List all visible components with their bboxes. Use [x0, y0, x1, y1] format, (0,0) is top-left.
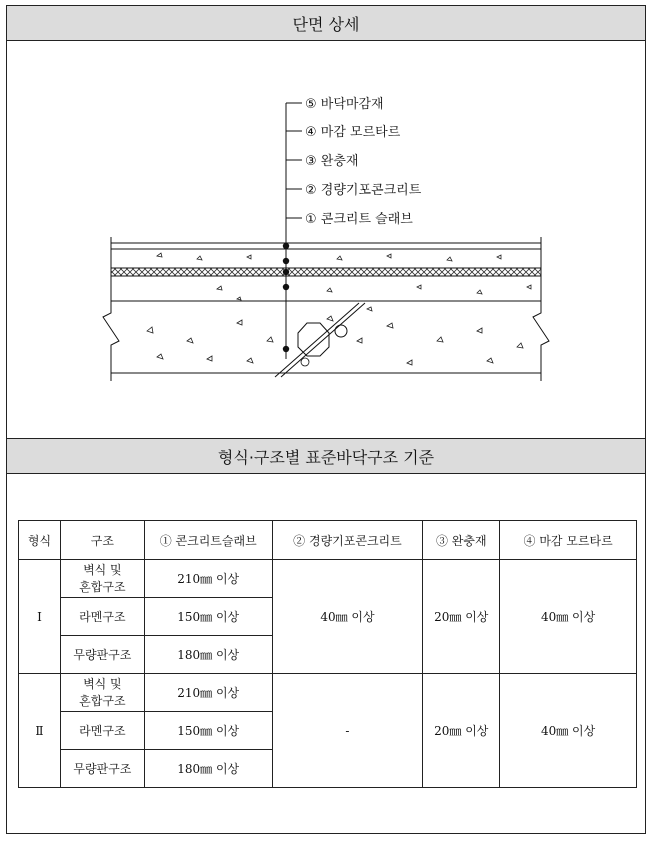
callout-cushion: ③ 완충재 — [305, 154, 359, 169]
standard-floor-table — [18, 520, 637, 788]
lightweight-cell: - — [272, 674, 423, 788]
structure-cell: 무량판구조 — [60, 750, 144, 788]
mortar-cell: 40㎜ 이상 — [500, 674, 637, 788]
section-header-standard-floor — [7, 438, 645, 474]
cushion-layer — [111, 268, 541, 276]
section-title: 형식·구조별 표준바닥구조 기준 — [217, 447, 435, 467]
slab-cell: 150㎜ 이상 — [144, 712, 272, 750]
table-row — [19, 674, 637, 712]
large-aggregate — [298, 323, 329, 356]
type-cell: Ⅱ — [19, 674, 61, 788]
structure-cell: 벽식 및 혼합구조 — [60, 560, 144, 598]
cushion-cell: 20㎜ 이상 — [423, 674, 500, 788]
column-header: ③ 완충재 — [423, 521, 500, 560]
column-header: 구조 — [60, 521, 144, 560]
callout-finish-mortar: ④ 마감 모르타르 — [305, 125, 401, 140]
pebble — [301, 358, 309, 366]
lightweight-cell: 40㎜ 이상 — [272, 560, 423, 674]
column-header: ① 콘크리트슬래브 — [144, 521, 272, 560]
slab-cell: 150㎜ 이상 — [144, 598, 272, 636]
slab-cell: 210㎜ 이상 — [144, 560, 272, 598]
slab-cell: 210㎜ 이상 — [144, 674, 272, 712]
callout-ticks — [286, 103, 302, 218]
structure-cell: 라멘구조 — [60, 598, 144, 636]
structure-cell: 라멘구조 — [60, 712, 144, 750]
section-header-cross-section — [7, 6, 645, 41]
small-aggregate — [335, 325, 347, 337]
type-cell: Ⅰ — [19, 560, 61, 674]
structure-cell: 벽식 및 혼합구조 — [60, 674, 144, 712]
callout-concrete-slab: ① 콘크리트 슬래브 — [305, 212, 413, 227]
mortar-cell: 40㎜ 이상 — [500, 560, 637, 674]
cushion-cell: 20㎜ 이상 — [423, 560, 500, 674]
column-header: ④ 마감 모르타르 — [500, 521, 637, 560]
callout-lightweight-concrete: ② 경량기포콘크리트 — [305, 183, 422, 198]
structure-cell: 무량판구조 — [60, 636, 144, 674]
document-frame — [6, 5, 646, 834]
table-row — [19, 560, 637, 598]
callout-finish-material: ⑤ 바닥마감재 — [305, 97, 384, 112]
slab-cell: 180㎜ 이상 — [144, 750, 272, 788]
floor-section-diagram — [7, 41, 645, 437]
slab-cell: 180㎜ 이상 — [144, 636, 272, 674]
column-header: 형식 — [19, 521, 61, 560]
table-header-row — [19, 521, 637, 560]
column-header: ② 경량기포콘크리트 — [272, 521, 423, 560]
section-title: 단면 상세 — [292, 14, 360, 34]
floor-layers — [103, 237, 549, 381]
